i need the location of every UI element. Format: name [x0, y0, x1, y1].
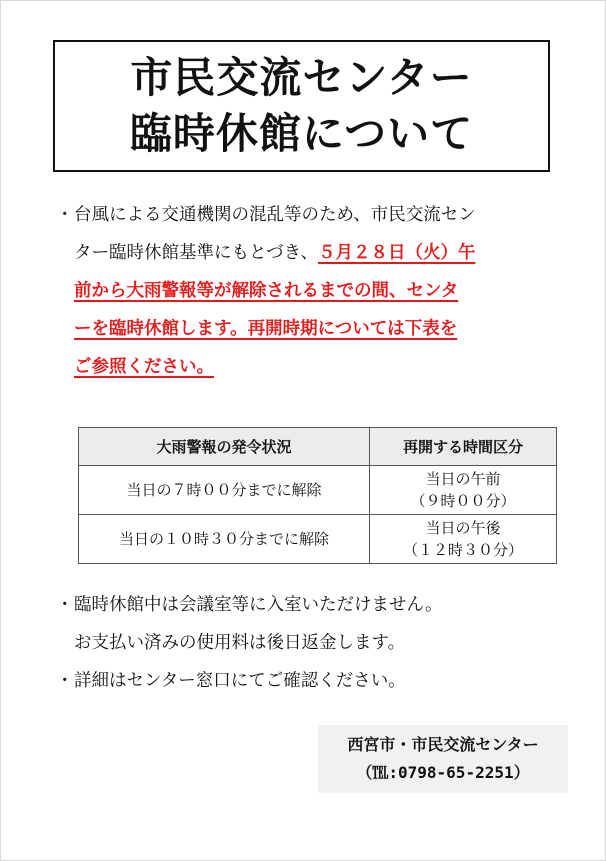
bullet-mark: ・ — [56, 595, 74, 615]
notice-line-2 — [56, 234, 566, 272]
notice-line-1 — [56, 196, 566, 234]
table-header-condition: 大雨警報の発令状況 — [79, 428, 370, 466]
table-cell-condition: 当日の１０時３０分までに解除 — [79, 515, 370, 564]
reopen-schedule-table — [78, 427, 557, 564]
note-text: 詳細はセンター窓口にてご確認ください。 — [74, 671, 406, 691]
resume-time: （９時００分） — [410, 492, 516, 510]
title-box — [53, 40, 550, 172]
title-line-2: 臨時休館について — [129, 109, 474, 158]
notice-emphasis: 前から大雨警報等が解除されるまでの間、センタ — [74, 281, 459, 301]
table-cell-resume — [370, 466, 557, 515]
phone-number: （℡:0798-65-2251） — [356, 763, 530, 782]
table-header-resume: 再開する時間区分 — [370, 428, 557, 466]
table-row — [79, 515, 557, 564]
note-item-2 — [56, 662, 566, 700]
table-cell-resume — [370, 515, 557, 564]
table-cell-condition: 当日の７時００分までに解除 — [79, 466, 370, 515]
note-text: 臨時休館中は会議室等に入室いただけません。 — [74, 595, 443, 615]
bullet-mark: ・ — [56, 205, 74, 225]
notice-text-plain: ター臨時休館基準にもとづき、 — [74, 243, 318, 263]
resume-time: （１２時３０分） — [402, 541, 523, 559]
notice-emphasis: ご参照ください。 — [74, 357, 214, 377]
note-item-1 — [56, 586, 566, 624]
table-header-row — [79, 428, 557, 466]
title-line-1: 市民交流センター — [130, 53, 473, 102]
resume-period: 当日の午後 — [425, 519, 501, 537]
notice-emphasis: ーを臨時休館します。再開時期については下表を — [74, 319, 458, 339]
organization-name: 西宮市・市民交流センター — [347, 735, 539, 754]
notice-emphasis: ５月２８日（火）午 — [317, 243, 476, 263]
contact-footer — [318, 725, 568, 793]
notice-line-3 — [56, 272, 566, 310]
table-row — [79, 466, 557, 515]
closure-notice — [56, 196, 566, 386]
bullet-mark: ・ — [56, 671, 74, 691]
notice-line-5 — [56, 348, 566, 386]
resume-period: 当日の午前 — [425, 470, 501, 488]
additional-notes — [56, 586, 566, 700]
notice-text: 台風による交通機関の混乱等のため、市民交流セン — [74, 205, 476, 225]
notice-line-4 — [56, 310, 566, 348]
note-item-1-cont: お支払い済みの使用料は後日返金します。 — [74, 633, 406, 653]
